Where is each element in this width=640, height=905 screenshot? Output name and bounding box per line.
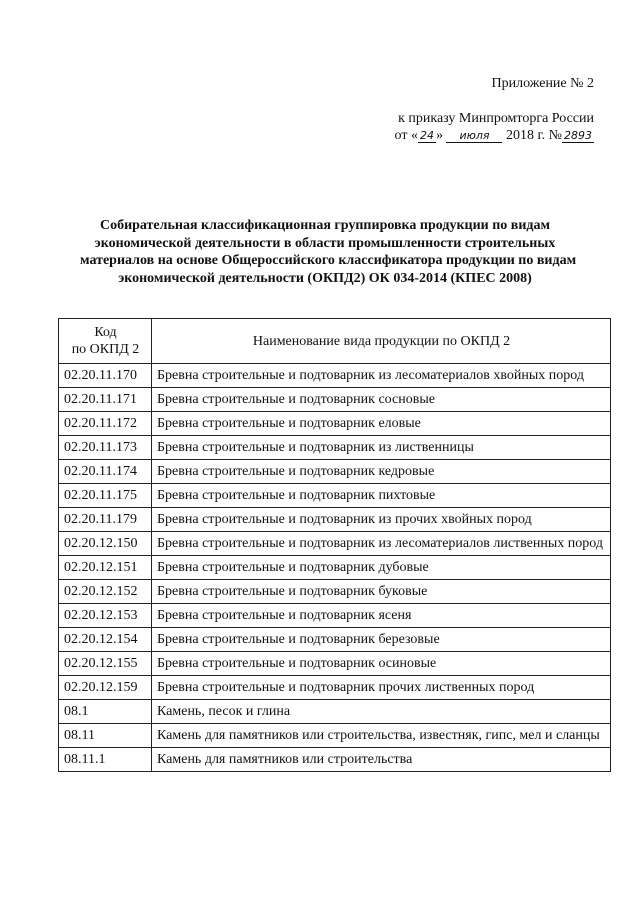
date-year: 2018 г. № [505, 128, 562, 143]
product-name-cell: Бревна строительные и подтоварник прочих лиственных пород [152, 676, 611, 700]
product-name-cell: Камень, песок и глина [152, 700, 611, 724]
product-name-cell: Бревна строительные и подтоварник из прочих хвойных пород [152, 508, 611, 532]
table-row [59, 580, 611, 604]
order-reference: к приказу Минпромторга России [398, 111, 594, 126]
product-name-cell: Бревна строительные и подтоварник кедровые [152, 460, 611, 484]
product-name-cell: Бревна строительные и подтоварник березовые [152, 628, 611, 652]
okpd-code-cell: 02.20.11.174 [59, 460, 152, 484]
product-name-cell: Бревна строительные и подтоварник пихтовые [152, 484, 611, 508]
table-row [59, 724, 611, 748]
annex-title: Приложение № 2 [491, 76, 594, 91]
table-row [59, 508, 611, 532]
okpd-code-cell: 08.11.1 [59, 748, 152, 772]
table-row [59, 436, 611, 460]
okpd-code-cell: 02.20.12.155 [59, 652, 152, 676]
code-header-line: по ОКПД 2 [71, 342, 140, 357]
okpd-code-cell: 02.20.12.151 [59, 556, 152, 580]
handwritten-day: 24 [419, 129, 434, 142]
okpd-code-cell: 02.20.11.170 [59, 364, 152, 388]
table-row [59, 628, 611, 652]
title-line: материалов на основе Общероссийского классификатора продукции по видам [80, 253, 577, 268]
product-name-cell: Бревна строительные и подтоварник дубовые [152, 556, 611, 580]
title-line: экономической деятельности в области промышленности строительных [94, 235, 556, 251]
okpd-code-cell: 02.20.11.173 [59, 436, 152, 460]
okpd-code-cell: 02.20.11.172 [59, 412, 152, 436]
date-prefix: от « [394, 128, 418, 143]
title-line: экономической деятельности (ОКПД2) ОК 034-2014 (КПЕС 2008) [118, 270, 532, 286]
product-name-cell: Бревна строительные и подтоварник буковые [152, 580, 611, 604]
product-name-cell: Камень для памятников или строительства [152, 748, 611, 772]
classification-table [58, 318, 611, 772]
table-row [59, 652, 611, 676]
product-name-cell: Бревна строительные и подтоварник сосновые [152, 388, 611, 412]
document-title [80, 217, 577, 287]
table-row [59, 388, 611, 412]
table-row [59, 484, 611, 508]
product-name-cell: Бревна строительные и подтоварник из лесоматериалов хвойных пород [152, 364, 611, 388]
okpd-code-cell: 02.20.11.175 [59, 484, 152, 508]
product-name-cell: Бревна строительные и подтоварник из лиственницы [152, 436, 611, 460]
okpd-code-cell: 02.20.11.179 [59, 508, 152, 532]
product-name-cell: Камень для памятников или строительства, известняк, гипс, мел и сланцы [152, 724, 611, 748]
okpd-code-cell: 02.20.12.159 [59, 676, 152, 700]
okpd-code-cell: 02.20.12.154 [59, 628, 152, 652]
table-row [59, 748, 611, 772]
code-header-line: Код [94, 325, 117, 340]
title-line: Собирательная классификационная группировка продукции по видам [99, 218, 551, 233]
okpd-code-cell: 02.20.12.150 [59, 532, 152, 556]
date-mid: » [435, 128, 443, 143]
okpd-code-cell: 08.11 [59, 724, 152, 748]
okpd-code-cell: 08.1 [59, 700, 152, 724]
table-row [59, 460, 611, 484]
handwritten-order-number: 2893 [564, 129, 592, 142]
handwritten-month: июля [446, 130, 502, 143]
product-name-cell: Бревна строительные и подтоварник осиновые [152, 652, 611, 676]
table-row [59, 412, 611, 436]
table-header-row [59, 319, 611, 364]
table-row [59, 604, 611, 628]
okpd-code-cell: 02.20.12.153 [59, 604, 152, 628]
okpd-code-cell: 02.20.12.152 [59, 580, 152, 604]
name-column-header: Наименование вида продукции по ОКПД 2 [152, 319, 611, 364]
product-name-cell: Бревна строительные и подтоварник еловые [152, 412, 611, 436]
code-column-header [59, 319, 152, 364]
product-name-cell: Бревна строительные и подтоварник ясеня [152, 604, 611, 628]
table-row [59, 676, 611, 700]
table-row [59, 364, 611, 388]
order-date-line [395, 128, 594, 144]
okpd-code-cell: 02.20.11.171 [59, 388, 152, 412]
table-row [59, 700, 611, 724]
table-row [59, 532, 611, 556]
product-name-cell: Бревна строительные и подтоварник из лесоматериалов лиственных пород [152, 532, 611, 556]
table-row [59, 556, 611, 580]
